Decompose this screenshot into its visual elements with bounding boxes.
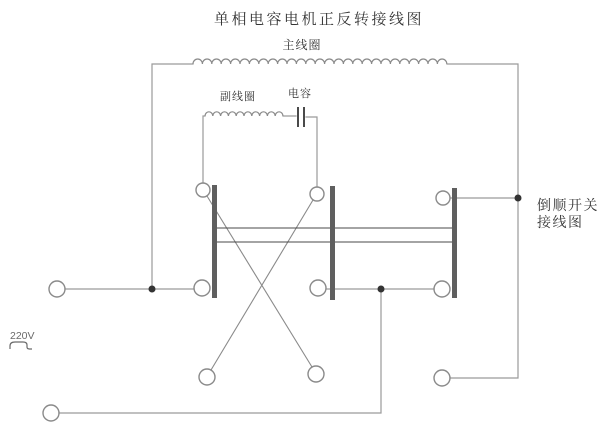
junction-dot-left [149,286,156,293]
power-terminal-top [49,281,65,297]
ac-wave-icon [10,342,32,349]
capacitor-label: 电容 [288,88,312,100]
junction-dot-middle [378,286,385,293]
capacitor-symbol [298,107,304,127]
switch-label-line2: 接线图 [537,214,584,230]
contact-top-left [196,183,210,197]
crossover-diagonal-1 [207,196,312,367]
switch-blade-left [212,185,217,298]
contact-top-middle [310,187,324,201]
contact-middle-left [194,280,210,296]
main-coil [193,59,447,64]
power-terminal-bottom [43,405,59,421]
switch-linkage-lines [215,228,456,242]
aux-coil [205,112,283,116]
switch-label-line1: 倒顺开关 [537,197,599,213]
contact-middle-middle [310,280,326,296]
power-line-wire [65,64,194,289]
page-title: 单相电容电机正反转接线图 [213,11,425,28]
aux-coil-label: 副线圈 [220,91,256,103]
voltage-label: 220V [10,330,35,342]
contact-middle-right [434,281,450,297]
contact-bottom-right [434,370,450,386]
aux-branch-wire [203,116,317,187]
switch-blade-middle [330,186,335,300]
switch-blade-right [452,188,457,298]
junction-dot-right [515,195,522,202]
main-coil-right-lead-wire [447,64,518,378]
middle-row-wire [59,289,434,413]
contact-bottom-left [199,369,215,385]
contact-bottom-middle [308,366,324,382]
main-coil-label: 主线圈 [282,38,322,52]
contact-top-right [436,191,450,205]
